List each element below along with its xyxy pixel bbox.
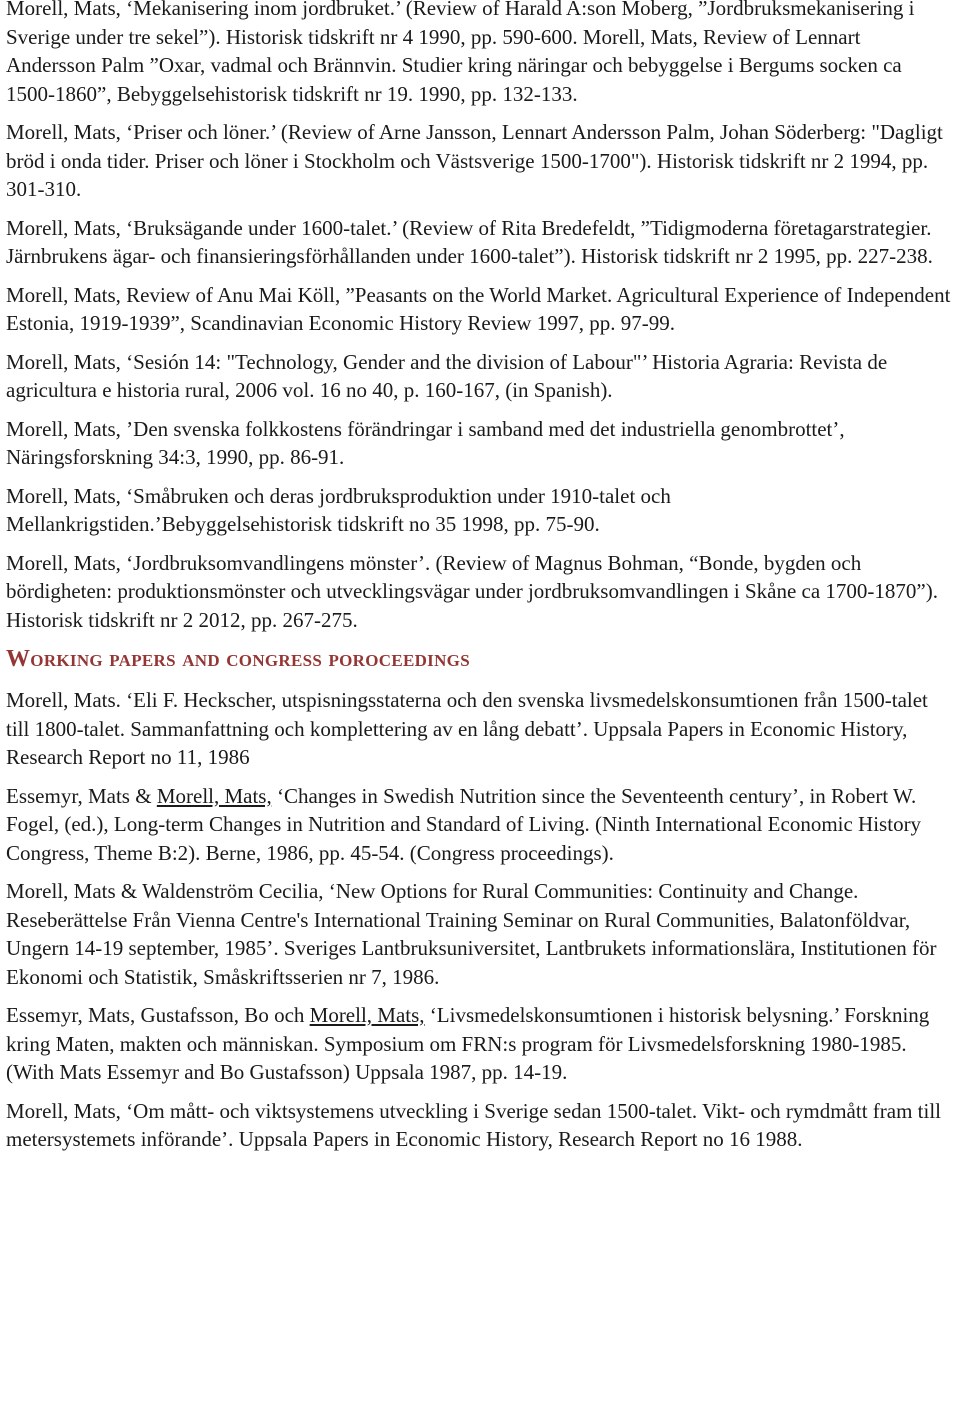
underlined-author-name: Morell, Mats, xyxy=(309,1003,425,1027)
bibliography-entry: Morell, Mats, ‘Sesión 14: "Technology, Gender and the division of Labour"’ Historia Agraria: Revista de agricultura e historia rural, 2006 vol. 16 no 40, p. 160-167, (in Spanish). xyxy=(6,349,888,402)
bibliography-entry: Morell, Mats, ’Den svenska folkkostens förändringar i samband med det industriella genombrottet’, Näringsforskning 34:3, 1990, pp. 86-91. xyxy=(6,416,845,469)
entry-text: Morell, Mats, ‘Om mått- och viktsystemens utveckling i Sverige sedan 1500-talet. Vikt- och rymdmått fram till metersystemets införande’. Uppsala Papers in Economic History, Research Report no 16 1988. xyxy=(6,1098,942,1151)
entry-text: ‘Changes in Swedish Nutrition since the Seventeenth century’, in Robert W. Fogel, (ed.), Long-term Changes in Nutrition and Standard of Living. (Ninth International Economic History Congress, Theme B:2). Berne, 1986, pp. 45-54. (Congress proceedings). xyxy=(6,783,922,865)
bibliography-entry: Morell, Mats, ‘Bruksägande under 1600-talet.’ (Review of Rita Bredefeldt, ”Tidigmoderna företagarstrategier. Järnbrukens ägar- och finansieringsförhållanden under 1600-talet”). Historisk tidskrift nr 2 1995, pp. 227-238. xyxy=(6,215,933,268)
bibliography-entry: Morell, Mats, ‘Småbruken och deras jordbruksproduktion under 1910-talet och Mellankrigstiden.’Bebyggelsehistorisk tidskrift no 35 1998, pp. 75-90. xyxy=(6,483,671,536)
bibliography-entry xyxy=(6,686,952,772)
bibliography-entry: Morell, Mats, ‘Mekanisering inom jordbruket.’ (Review of Harald A:son Moberg, ”Jordbruksmekanisering i Sverige under tre sekel”). Historisk tidskrift nr 4 1990, pp. 590-600. Morell, Mats, Review of Lennart Andersson Palm ”Oxar, vadmal och Brännvin. Studier kring näringar och bebyggelse i Bergums socken ca 1500-1860”, Bebyggelsehistorisk tidskrift nr 19. 1990, pp. 132-133. xyxy=(6,0,915,106)
document-page xyxy=(6,0,952,1164)
entry-text: Morell, Mats. ‘Eli F. Heckscher, utspisningsstaterna och den svenska livsmedelskonsumtionen från 1500-talet till 1800-talet. Sammanfattning och komplettering av en lång debatt’. Uppsala Papers in Economic History, Research Report no 11, 1986 xyxy=(6,688,928,769)
bibliography-entry xyxy=(6,782,952,868)
section-heading: Working papers and congress poroceedings xyxy=(6,646,470,672)
bibliography-entry xyxy=(6,1097,952,1154)
bibliography-entry xyxy=(6,1001,952,1087)
bibliography-entry: Morell, Mats, Review of Anu Mai Köll, ”Peasants on the World Market. Agricultural Experience of Independent Estonia, 1919-1939”, Scandinavian Economic History Review 1997, pp. 97-99. xyxy=(6,282,951,335)
entry-text: Essemyr, Mats & xyxy=(6,783,157,808)
bibliography-entry: Morell, Mats, ‘Priser och löner.’ (Review of Arne Jansson, Lennart Andersson Palm, Johan Söderberg: "Dagligt bröd i onda tider. Priser och löner i Stockholm och Västsverige 1500-1700"). Historisk tidskrift nr 2 1994, pp. 301-310. xyxy=(6,120,943,201)
entry-text: Morell, Mats & Waldenström Cecilia, ‘New Options for Rural Communities: Continuity and Change. Reseberättelse Från Vienna Centre's International Training Seminar on Rural Communities, Balatonföldvar, Ungern 14-19 september, 1985’. Sveriges Lantbruksuniversitet, Lantbrukets informationslära, Institutionen för Ekonomi och Statistik, Småskriftsserien nr 7, 1986. xyxy=(6,879,937,989)
entry-text: ‘Livsmedelskonsumtionen i historisk belysning.’ Forskning kring Maten, makten och människan. Symposium om FRN:s program för Livsmedelsforskning 1980-1985. (With Mats Essemyr and Bo Gustafsson) Uppsala 1987, pp. 14-19. xyxy=(6,1003,930,1084)
bibliography-entry xyxy=(6,877,952,991)
entry-text: Essemyr, Mats, Gustafsson, Bo och xyxy=(6,1003,310,1027)
bibliography-entry: Morell, Mats, ‘Jordbruksomvandlingens mönster’. (Review of Magnus Bohman, “Bonde, bygden och bördigheten: produktionsmönster och utvecklingsvägar under jordbruksomvandlingen i Skåne ca 1700-1870”). Historisk tidskrift nr 2 2012, pp. 267-275. xyxy=(6,550,938,632)
underlined-author-name: Morell, Mats, xyxy=(156,783,272,808)
